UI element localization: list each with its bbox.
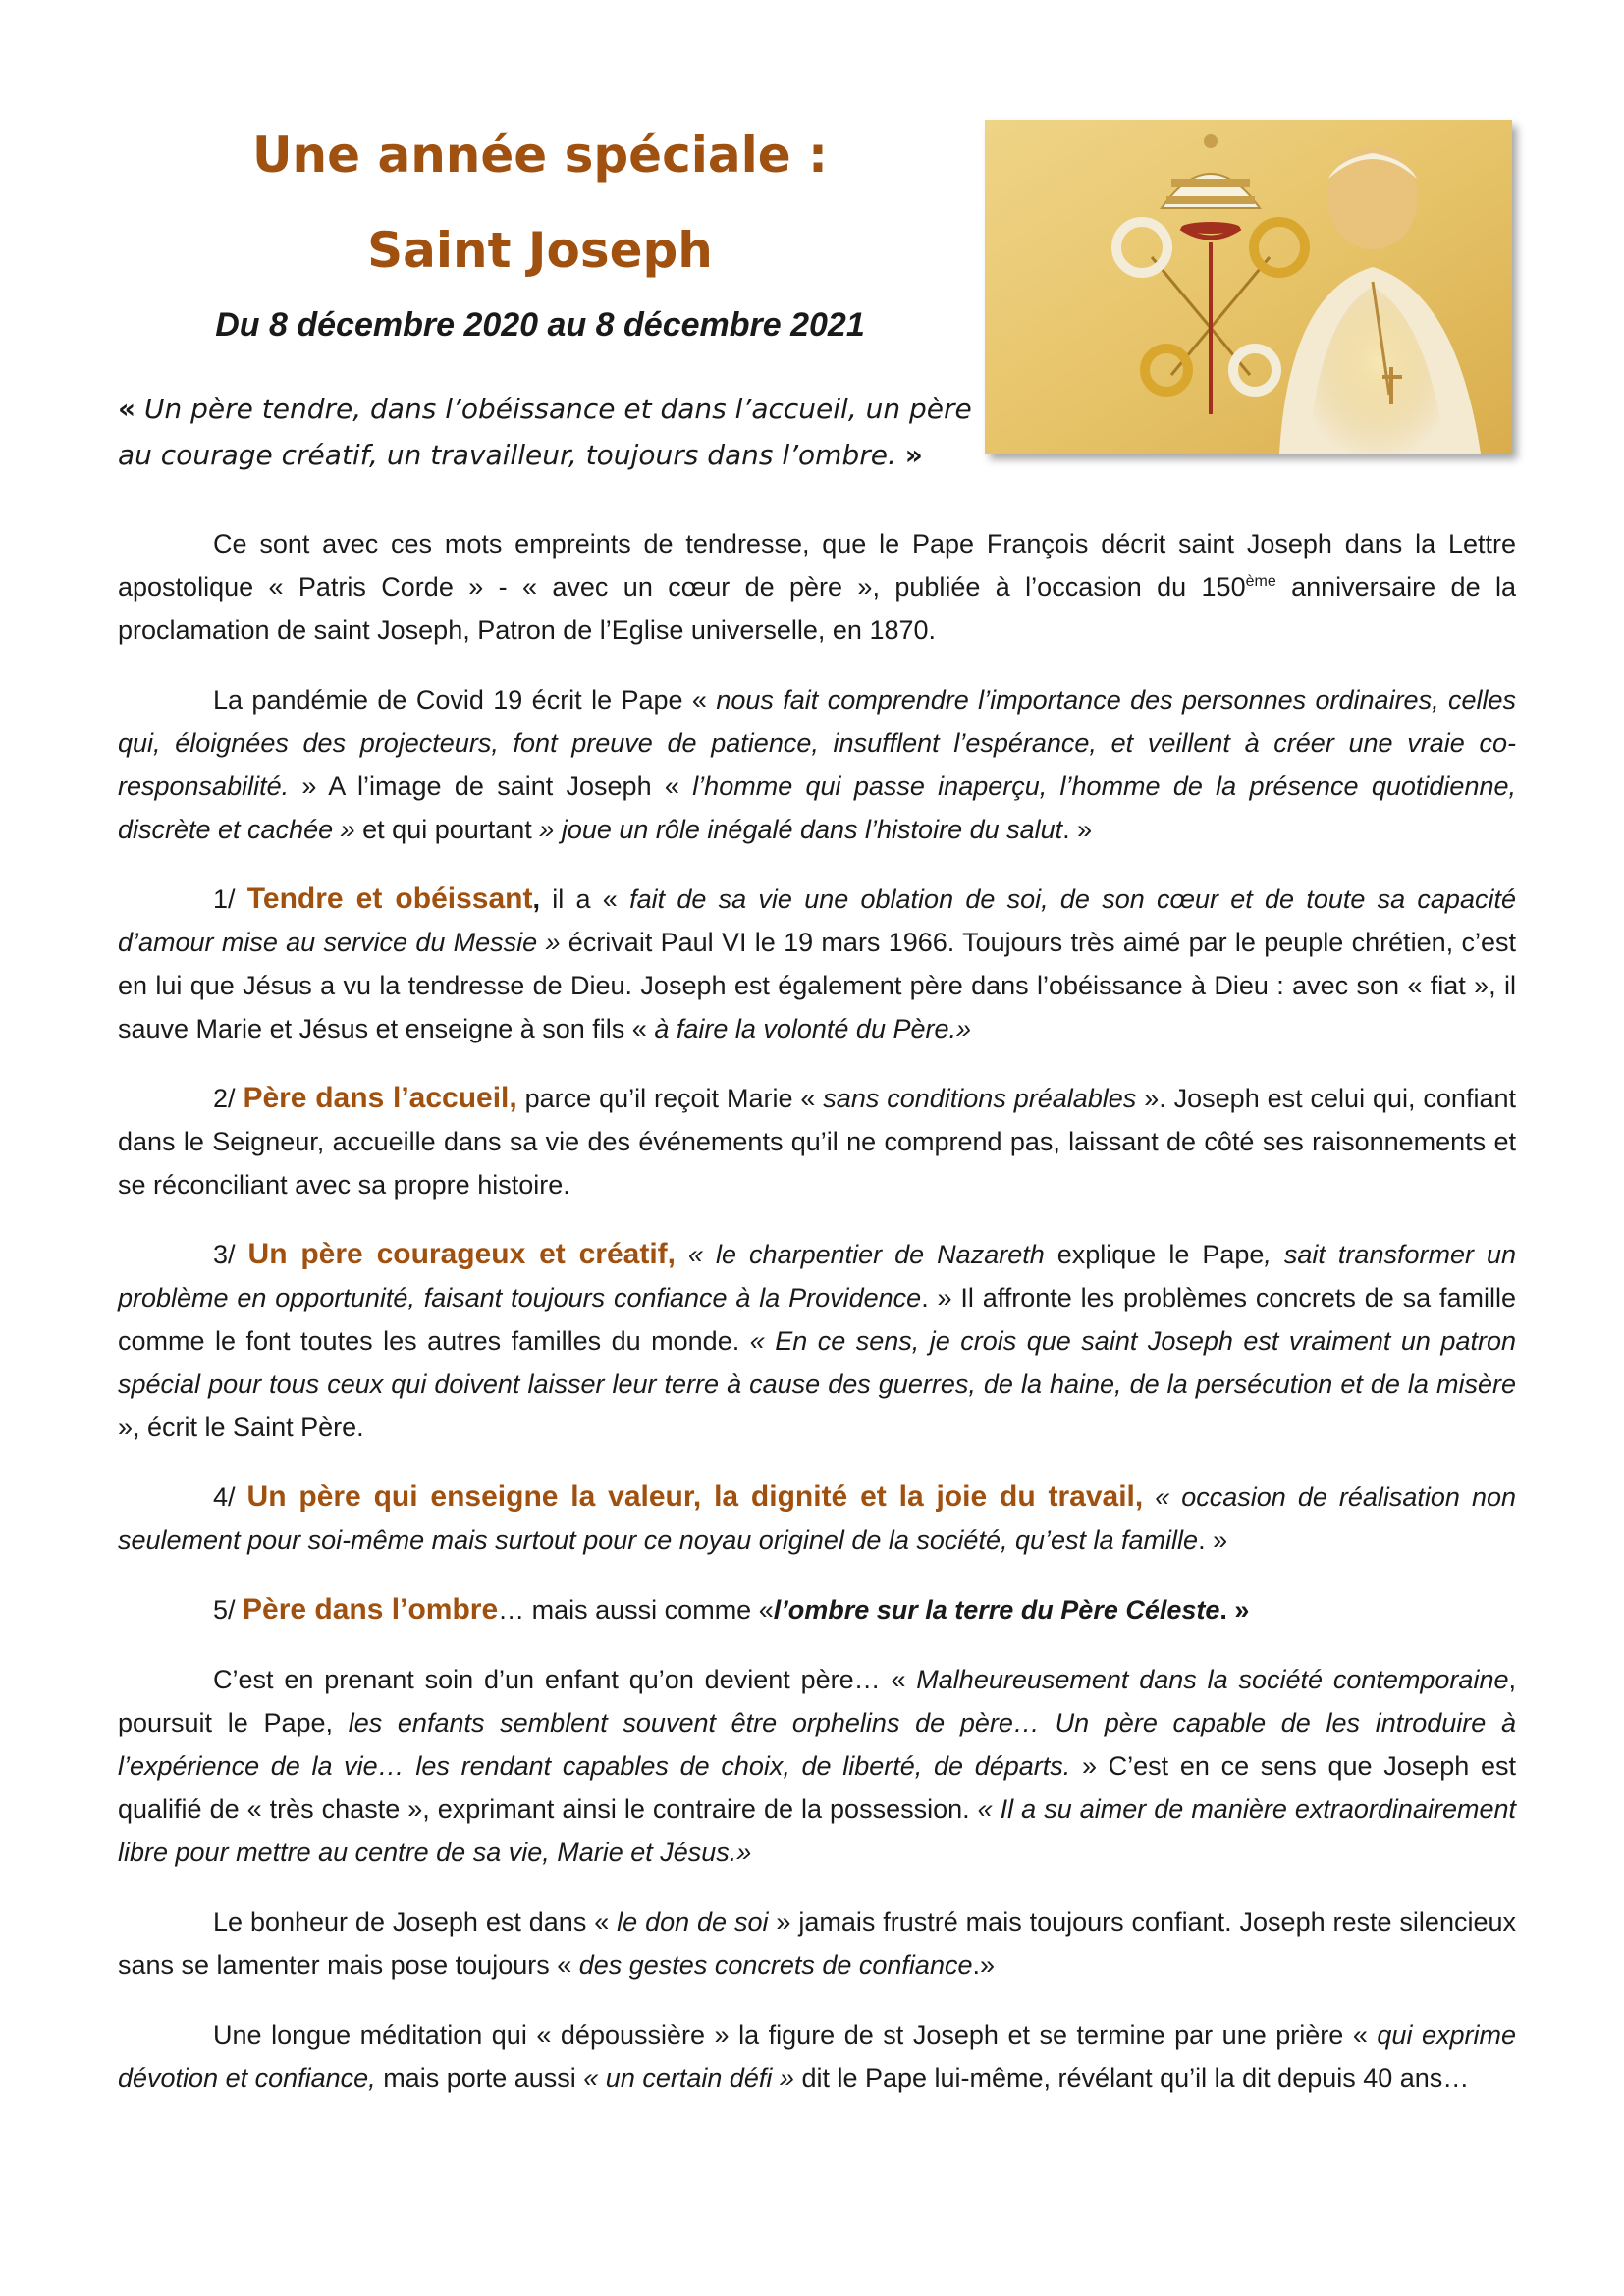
p7-text-a: … mais aussi comme « <box>498 1595 774 1625</box>
paragraph-point-5 <box>118 1588 1516 1631</box>
paragraph-intro <box>118 522 1516 652</box>
p10-text-d: « un certain défi » <box>583 2063 794 2093</box>
quote-open: « <box>118 393 136 425</box>
paragraph-pandemic <box>118 678 1516 851</box>
p9-text-d: des gestes concrets de confiance <box>578 1950 973 1980</box>
p10-text-c: mais porte aussi <box>375 2063 584 2093</box>
p2-text-a: La pandémie de Covid 19 écrit le Pape « <box>213 685 717 715</box>
p10-text-e: dit le Pape lui-même, révélant qu’il la dit depuis 40 ans… <box>793 2063 1470 2093</box>
p1-text-b: anniversaire de la proclamation de saint Joseph, Patron de l’Eglise universelle, en 1870. <box>118 572 1516 645</box>
papal-coat-of-arms-icon <box>985 120 1512 454</box>
paragraph-point-4 <box>118 1475 1516 1562</box>
paragraph-point-2 <box>118 1077 1516 1206</box>
pope-photo <box>985 120 1512 454</box>
p3-text-c: écrivait Paul VI le 19 mars 1966. Toujours très aimé par le peuple chrétien, c’est en lui que Jésus a vu la tendresse de Dieu. Joseph est également père dans l’obéissance à Dieu : avec son « fiat », il sauve Marie et Jésus et enseigne à son fils « <box>118 928 1517 1043</box>
p5-text-e: « En ce sens, je crois que saint Joseph est vraiment un patron spécial pour tous ceux qui doivent laisser leur terre à cause des guerres, de la haine, de la persécution et de la misère <box>118 1326 1516 1399</box>
title-line-2: Saint Joseph <box>367 222 713 279</box>
p4-text-a: parce qu’il reçoit Marie « <box>516 1084 824 1113</box>
p4-text-c: ». Joseph est celui qui, confiant dans le Seigneur, accueille dans sa vie des événements qu’il ne comprend pas, laissant de côté ses raisonnements et se réconciliant avec sa propre histoire. <box>118 1084 1516 1200</box>
p5-text-b: explique le Pape <box>1044 1240 1265 1269</box>
p3-text-b: fait de sa vie une oblation de soi, de son cœur et de toute sa capacité d’amour mise au service du Messie » <box>118 884 1516 957</box>
p5-number: 3/ <box>213 1240 248 1269</box>
p10-text-a: Une longue méditation qui « dépoussière » la figure de st Joseph et se termine par une prière « <box>213 2020 1378 2050</box>
p3-text-d: à faire la volonté du Père.» <box>654 1014 972 1043</box>
p9-text-b: le don de soi <box>617 1907 769 1937</box>
p8-text-e: » C’est en ce sens que Joseph est qualifié de « très chaste », exprimant ainsi le contraire de la possession. <box>118 1751 1516 1824</box>
p10-text-b: qui exprime dévotion et confiance, <box>118 2020 1517 2093</box>
p2-text-e: et qui pourtant <box>354 815 540 844</box>
title-line-1: Une année spéciale : <box>251 127 829 184</box>
p2-text-b: nous fait comprendre l’importance des personnes ordinaires, celles qui, éloignées des projecteurs, font preuve de patience, insufflent l’espérance, et veillent à créer une vraie co- responsabilité. <box>118 685 1516 801</box>
p8-text-f: « Il a su aimer de manière extraordinairement libre pour mettre au centre de sa vie, Marie et Jésus.» <box>118 1794 1516 1867</box>
p8-text-a: C’est en prenant soin d’un enfant qu’on devient père… « <box>213 1665 917 1694</box>
p3-comma: , <box>532 884 540 914</box>
p6-text-a: « occasion de réalisation non seulement pour soi-même mais surtout pour ce noyau originel de la société, qu’est la famille <box>118 1482 1516 1555</box>
p7-number: 5/ <box>213 1595 244 1625</box>
dates-subtitle: Du 8 décembre 2020 au 8 décembre 2021 <box>215 306 865 344</box>
p8-text-b: Malheureusement dans la société contemporaine <box>916 1665 1509 1694</box>
quote-text: Un père tendre, dans l’obéissance et dans l’accueil, un père au courage créatif, un travailleur, toujours dans l’ombre. <box>118 393 972 471</box>
quote-close: » <box>904 439 923 471</box>
p6-number: 4/ <box>213 1482 247 1512</box>
p8-text-d: les enfants semblent souvent être orphelins de père… Un père capable de les introduire à l’expérience de la vie… les rendant capables de choix, de liberté, de départs. <box>118 1708 1516 1781</box>
p2-text-d: l’homme qui passe inaperçu, l’homme de la présence quotidienne, discrète et cachée » <box>118 772 1516 844</box>
p3-number: 1/ <box>213 884 247 914</box>
p4-heading: Père dans l’accueil, <box>243 1082 517 1114</box>
p9-text-e: .» <box>972 1950 996 1980</box>
p6-heading: Un père qui enseigne la valeur, la dignité et la joie du travail, <box>246 1480 1144 1513</box>
p5-text-d: . » Il affronte les problèmes concrets de sa famille comme le font toutes les autres familles du monde. <box>118 1283 1516 1356</box>
paragraph-happiness <box>118 1900 1516 1987</box>
p4-number: 2/ <box>213 1084 244 1113</box>
p2-text-c: » A l’image de saint Joseph « <box>289 772 693 801</box>
p3-text-a: il a « <box>540 884 630 914</box>
paragraph-point-1 <box>118 878 1516 1050</box>
p4-text-b: sans conditions préalables <box>823 1084 1137 1113</box>
paragraph-fatherhood <box>118 1658 1516 1874</box>
article-body <box>118 522 1516 2126</box>
p1-superscript: ème <box>1245 573 1276 590</box>
p6-text-b: . » <box>1198 1525 1228 1555</box>
p5-text-a: « le charpentier de Nazareth <box>676 1240 1045 1269</box>
p8-text-c: , poursuit le Pape, <box>118 1665 1516 1737</box>
paragraph-meditation <box>118 2013 1516 2100</box>
p9-text-a: Le bonheur de Joseph est dans « <box>213 1907 618 1937</box>
p5-text-c: , sait transformer un problème en opportunité, faisant toujours confiance à la Providence <box>118 1240 1516 1312</box>
p7-text-b: l’ombre sur la terre du Père Céleste <box>773 1595 1220 1625</box>
intro-quote <box>118 386 1001 478</box>
p2-text-f: » joue un rôle inégalé dans l’histoire du salut <box>539 815 1063 844</box>
p2-text-g: . » <box>1062 815 1093 844</box>
p5-text-f: », écrit le Saint Père. <box>118 1413 364 1442</box>
p1-text-a: Ce sont avec ces mots empreints de tendresse, que le Pape François décrit saint Joseph dans la Lettre apostolique « Patris Corde » - « avec un cœur de père », publiée à l’occasion du 150 <box>118 529 1516 602</box>
p7-heading: Père dans l’ombre <box>243 1593 499 1626</box>
p9-text-c: » jamais frustré mais toujours confiant. Joseph reste silencieux sans se lamenter mais pose toujours « <box>118 1907 1516 1980</box>
p5-heading: Un père courageux et créatif, <box>247 1238 677 1270</box>
p7-text-c: . » <box>1219 1595 1250 1625</box>
p3-heading: Tendre et obéissant <box>246 882 533 915</box>
paragraph-point-3 <box>118 1233 1516 1449</box>
